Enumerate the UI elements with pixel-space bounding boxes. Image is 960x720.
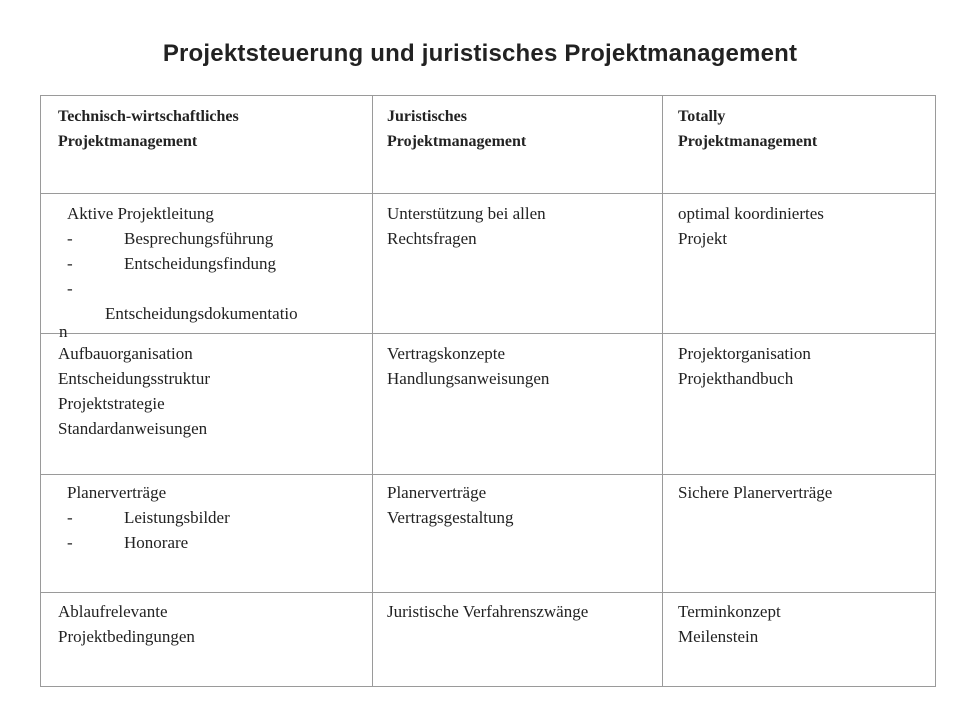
- row1-col2: Unterstützung bei allen Rechtsfragen: [387, 204, 546, 248]
- row3-col3: Sichere Planerverträge: [678, 483, 833, 502]
- row-divider: [41, 592, 935, 593]
- cell-heading: Planerverträge: [67, 483, 167, 502]
- bullet-item: - Honorare: [67, 533, 189, 552]
- comparison-table: [40, 95, 936, 687]
- header-col3: Totally Projektmanagement: [678, 108, 818, 150]
- bullet-item: - Leistungsbilder: [67, 508, 230, 527]
- row1-col3: optimal koordiniertes Projekt: [678, 204, 824, 248]
- wrapped-text-fragment: n: [59, 322, 68, 341]
- row4-col2: Juristische Verfahrenszwänge: [387, 602, 589, 621]
- row-divider: [41, 193, 935, 194]
- header-col2: Juristisches Projektmanagement: [387, 108, 527, 150]
- row4-col3: Terminkonzept Meilenstein: [678, 602, 781, 646]
- header-col1: Technisch-wirtschaftliches Projektmanagement: [58, 108, 239, 150]
- row3-col1: [67, 480, 230, 555]
- page-title: Projektsteuerung und juristisches Projektmanagement: [162, 40, 798, 67]
- row-divider: [41, 333, 935, 334]
- row3-col2: Planerverträge Vertragsgestaltung: [387, 483, 514, 527]
- bullet-item: - Entscheidungsfindung: [67, 254, 277, 273]
- bullet-item: - Besprechungsführung: [67, 229, 274, 248]
- row-divider: [41, 474, 935, 475]
- cell-heading: Aktive Projektleitung: [67, 204, 214, 223]
- row1-col1: [67, 201, 298, 326]
- row2-col1: Aufbauorganisation Entscheidungsstruktur Projektstrategie Standardanweisungen: [58, 344, 211, 438]
- column-divider: [662, 96, 663, 686]
- row2-col3: Projektorganisation Projekthandbuch: [678, 344, 811, 388]
- bullet-dash: -: [67, 279, 73, 298]
- row2-col2: Vertragskonzepte Handlungsanweisungen: [387, 344, 550, 388]
- row4-col1: Ablaufrelevante Projektbedingungen: [58, 602, 195, 646]
- column-divider: [372, 96, 373, 686]
- bullet-item: Entscheidungsdokumentatio: [105, 304, 298, 323]
